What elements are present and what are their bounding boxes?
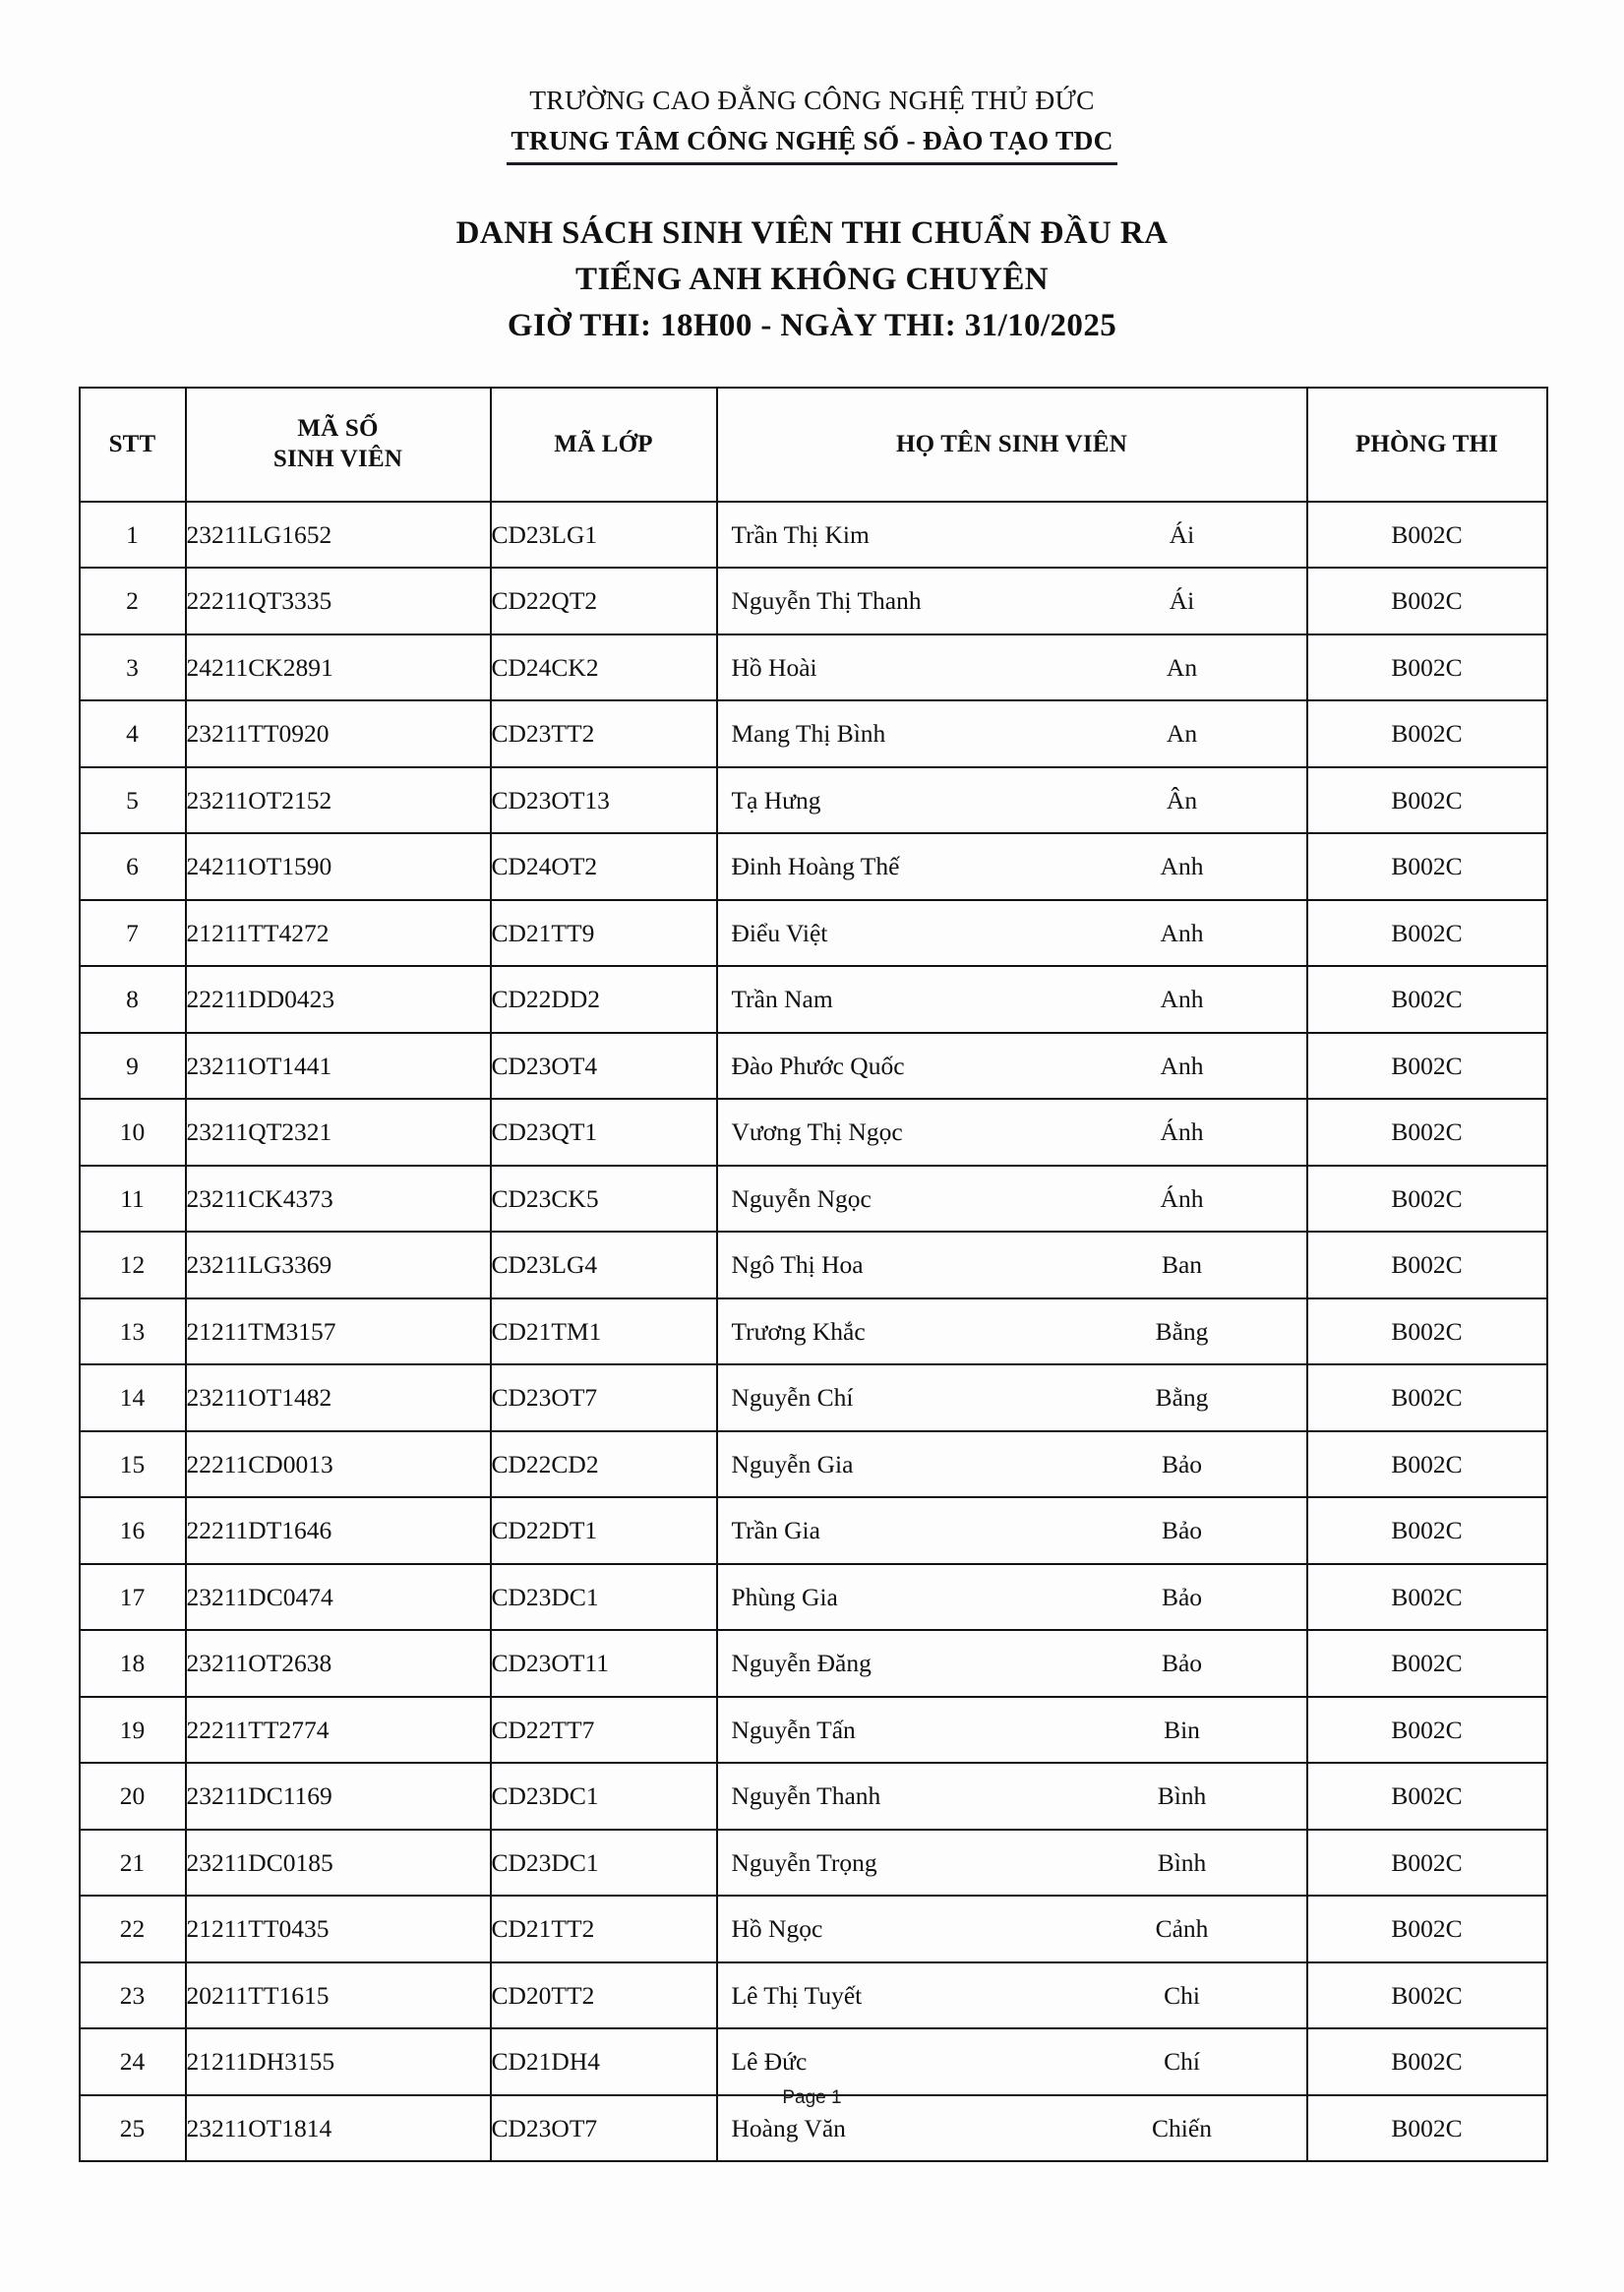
student-given-name: Bảo [1161, 1649, 1203, 1678]
cell-student-id: 23211OT1482 [186, 1364, 491, 1431]
student-name-wrapper [718, 834, 1306, 899]
column-header-stt: STT [80, 388, 186, 502]
student-given-name: Ái [1169, 586, 1195, 616]
student-name-wrapper [718, 1233, 1306, 1297]
cell-stt: 25 [80, 2095, 186, 2162]
cell-stt: 18 [80, 1630, 186, 1697]
cell-student-id: 24211CK2891 [186, 634, 491, 701]
student-surname: Vương Thị Ngọc [731, 1117, 903, 1147]
table-row [80, 634, 1547, 701]
organization-name: TRƯỜNG CAO ĐẲNG CÔNG NGHỆ THỦ ĐỨC [529, 85, 1095, 115]
cell-class-code: CD21DH4 [491, 2028, 717, 2095]
cell-exam-room: B002C [1307, 1763, 1547, 1830]
cell-stt: 5 [80, 767, 186, 834]
student-given-name: Bảo [1161, 1516, 1203, 1545]
student-surname: Nguyễn Thị Thanh [731, 586, 922, 616]
student-surname: Nguyễn Trọng [731, 1847, 877, 1877]
student-name-wrapper [718, 1432, 1306, 1497]
cell-class-code: CD23OT11 [491, 1630, 717, 1697]
cell-stt: 1 [80, 502, 186, 569]
column-header-student-id-line1: MÃ SỐ [297, 415, 379, 443]
table-row [80, 2028, 1547, 2095]
cell-exam-room: B002C [1307, 1697, 1547, 1764]
cell-stt: 16 [80, 1497, 186, 1564]
cell-exam-room: B002C [1307, 1364, 1547, 1431]
cell-stt: 8 [80, 966, 186, 1033]
student-surname: Tạ Hưng [731, 785, 821, 814]
student-surname: Lê Thị Tuyết [731, 1980, 863, 2010]
student-name-wrapper [718, 1167, 1306, 1232]
table-row [80, 1896, 1547, 1962]
cell-student-id: 23211OT1814 [186, 2095, 491, 2162]
cell-stt: 21 [80, 1830, 186, 1897]
student-name-wrapper [718, 1365, 1306, 1430]
student-given-name: Anh [1160, 918, 1204, 947]
cell-student-name [717, 1033, 1307, 1100]
cell-student-id: 21211TT4272 [186, 900, 491, 967]
student-surname: Lê Đức [731, 2047, 808, 2077]
page-footer [0, 2087, 1624, 2109]
cell-student-name [717, 1830, 1307, 1897]
student-surname: Ngô Thị Hoa [731, 1250, 864, 1280]
cell-student-name [717, 502, 1307, 569]
page-title [0, 211, 1624, 349]
student-given-name: Anh [1160, 1051, 1204, 1080]
cell-class-code: CD24CK2 [491, 634, 717, 701]
cell-student-name [717, 1962, 1307, 2029]
cell-class-code: CD23DC1 [491, 1564, 717, 1631]
cell-class-code: CD23DC1 [491, 1763, 717, 1830]
cell-exam-room: B002C [1307, 1630, 1547, 1697]
cell-exam-room: B002C [1307, 700, 1547, 767]
cell-student-name [717, 1697, 1307, 1764]
cell-student-id: 23211TT0920 [186, 700, 491, 767]
student-given-name: Chí [1164, 2047, 1200, 2077]
cell-stt: 13 [80, 1298, 186, 1365]
student-given-name: Bảo [1161, 1582, 1203, 1611]
student-given-name: Bảo [1161, 1449, 1203, 1478]
student-name-wrapper [718, 1963, 1306, 2028]
table-row [80, 900, 1547, 967]
cell-student-name [717, 1896, 1307, 1962]
column-header-class-code: MÃ LỚP [491, 388, 717, 502]
student-given-name: An [1166, 719, 1198, 749]
cell-class-code: CD22DD2 [491, 966, 717, 1033]
student-name-wrapper [718, 2029, 1306, 2094]
cell-stt: 11 [80, 1166, 186, 1233]
student-surname: Trần Thị Kim [731, 519, 870, 549]
cell-student-id: 23211LG3369 [186, 1232, 491, 1298]
student-given-name: Chi [1164, 1980, 1200, 2010]
column-header-student-id-line2: SINH VIÊN [272, 445, 403, 472]
cell-student-id: 22211DT1646 [186, 1497, 491, 1564]
table-body [80, 502, 1547, 2162]
student-name-wrapper [718, 1034, 1306, 1099]
student-name-wrapper [718, 1631, 1306, 1696]
student-surname: Nguyễn Thanh [731, 1781, 881, 1811]
cell-student-name [717, 1232, 1307, 1298]
cell-stt: 17 [80, 1564, 186, 1631]
cell-stt: 24 [80, 2028, 186, 2095]
student-given-name: Ban [1161, 1250, 1203, 1280]
page-number-label: Page 1 [782, 2087, 842, 2108]
cell-stt: 23 [80, 1962, 186, 2029]
table-row [80, 700, 1547, 767]
student-name-wrapper [718, 701, 1306, 766]
table-row [80, 1830, 1547, 1897]
student-surname: Nguyễn Đăng [731, 1649, 872, 1678]
cell-class-code: CD23CK5 [491, 1166, 717, 1233]
cell-student-id: 22211QT3335 [186, 568, 491, 634]
cell-class-code: CD20TT2 [491, 1962, 717, 2029]
cell-student-id: 24211OT1590 [186, 833, 491, 900]
table-row [80, 1763, 1547, 1830]
cell-class-code: CD21TT9 [491, 900, 717, 967]
student-surname: Nguyễn Gia [731, 1449, 854, 1478]
student-given-name: Ái [1169, 519, 1195, 549]
cell-class-code: CD23LG1 [491, 502, 717, 569]
cell-stt: 7 [80, 900, 186, 967]
table-row [80, 1962, 1547, 2029]
title-line-3-exam-schedule: GIỜ THI: 18H00 - NGÀY THI: 31/10/2025 [507, 308, 1117, 344]
table-header [80, 388, 1547, 502]
cell-class-code: CD23OT4 [491, 1033, 717, 1100]
cell-stt: 2 [80, 568, 186, 634]
cell-exam-room: B002C [1307, 966, 1547, 1033]
cell-student-name [717, 1630, 1307, 1697]
cell-student-id: 23211DC0185 [186, 1830, 491, 1897]
cell-exam-room: B002C [1307, 1099, 1547, 1166]
cell-stt: 12 [80, 1232, 186, 1298]
cell-class-code: CD23TT2 [491, 700, 717, 767]
cell-exam-room: B002C [1307, 1033, 1547, 1100]
student-name-wrapper [718, 1897, 1306, 1961]
student-name-wrapper [718, 635, 1306, 700]
student-name-wrapper [718, 1100, 1306, 1165]
cell-student-name [717, 1497, 1307, 1564]
student-name-wrapper [718, 1831, 1306, 1896]
cell-student-name [717, 700, 1307, 767]
department-name: TRUNG TÂM CÔNG NGHỆ SỐ - ĐÀO TẠO TDC [511, 125, 1113, 156]
student-surname: Nguyễn Tấn [731, 1715, 856, 1744]
cell-student-name [717, 767, 1307, 834]
cell-class-code: CD21TM1 [491, 1298, 717, 1365]
cell-exam-room: B002C [1307, 1298, 1547, 1365]
student-name-wrapper [718, 1764, 1306, 1829]
table-row [80, 502, 1547, 569]
cell-student-id: 22211CD0013 [186, 1431, 491, 1498]
cell-exam-room: B002C [1307, 2095, 1547, 2162]
cell-exam-room: B002C [1307, 568, 1547, 634]
cell-stt: 22 [80, 1896, 186, 1962]
cell-exam-room: B002C [1307, 1564, 1547, 1631]
table-row [80, 1298, 1547, 1365]
cell-stt: 9 [80, 1033, 186, 1100]
cell-exam-room: B002C [1307, 1431, 1547, 1498]
cell-student-id: 20211TT1615 [186, 1962, 491, 2029]
roster-table-container [79, 387, 1546, 2163]
student-name-wrapper [718, 503, 1306, 568]
cell-student-id: 23211OT1441 [186, 1033, 491, 1100]
column-header-student-id [186, 388, 491, 502]
cell-student-id: 23211LG1652 [186, 502, 491, 569]
cell-exam-room: B002C [1307, 767, 1547, 834]
cell-exam-room: B002C [1307, 1232, 1547, 1298]
cell-student-id: 23211DC1169 [186, 1763, 491, 1830]
student-surname: Hoàng Văn [731, 2113, 846, 2142]
cell-student-id: 21211DH3155 [186, 2028, 491, 2095]
cell-student-id: 23211DC0474 [186, 1564, 491, 1631]
table-row [80, 1564, 1547, 1631]
table-row [80, 1364, 1547, 1431]
cell-class-code: CD23OT7 [491, 1364, 717, 1431]
student-surname: Trương Khắc [731, 1316, 866, 1346]
student-given-name: Ánh [1160, 1117, 1204, 1147]
student-given-name: Anh [1160, 852, 1204, 881]
cell-class-code: CD22CD2 [491, 1431, 717, 1498]
cell-student-id: 23211OT2152 [186, 767, 491, 834]
student-surname: Đào Phước Quốc [731, 1051, 905, 1080]
table-row [80, 1033, 1547, 1100]
cell-stt: 14 [80, 1364, 186, 1431]
student-given-name: Bằng [1155, 1383, 1209, 1413]
student-surname: Phùng Gia [731, 1582, 838, 1611]
student-given-name: An [1166, 652, 1198, 682]
cell-student-id: 22211DD0423 [186, 966, 491, 1033]
student-name-wrapper [718, 1565, 1306, 1630]
cell-student-id: 23211QT2321 [186, 1099, 491, 1166]
table-row [80, 1166, 1547, 1233]
cell-stt: 4 [80, 700, 186, 767]
title-line-2: TIẾNG ANH KHÔNG CHUYÊN [575, 262, 1049, 298]
student-surname: Trần Gia [731, 1516, 820, 1545]
cell-student-name [717, 1431, 1307, 1498]
table-row [80, 1431, 1547, 1498]
student-surname: Nguyễn Chí [731, 1383, 854, 1413]
column-header-exam-room: PHÒNG THI [1307, 388, 1547, 502]
cell-student-name [717, 2028, 1307, 2095]
student-given-name: Cảnh [1155, 1914, 1209, 1944]
cell-student-id: 23211OT2638 [186, 1630, 491, 1697]
table-row [80, 1630, 1547, 1697]
cell-stt: 15 [80, 1431, 186, 1498]
student-given-name: Ánh [1160, 1183, 1204, 1213]
student-given-name: Bằng [1155, 1316, 1209, 1346]
table-row [80, 568, 1547, 634]
student-surname: Trần Nam [731, 985, 833, 1014]
cell-exam-room: B002C [1307, 1830, 1547, 1897]
table-row [80, 1697, 1547, 1764]
cell-class-code: CD23OT13 [491, 767, 717, 834]
cell-student-id: 23211CK4373 [186, 1166, 491, 1233]
cell-stt: 20 [80, 1763, 186, 1830]
table-row [80, 1497, 1547, 1564]
student-given-name: Anh [1160, 985, 1204, 1014]
cell-student-name [717, 1166, 1307, 1233]
cell-exam-room: B002C [1307, 2028, 1547, 2095]
cell-student-name [717, 1564, 1307, 1631]
cell-exam-room: B002C [1307, 1166, 1547, 1233]
cell-exam-room: B002C [1307, 833, 1547, 900]
cell-exam-room: B002C [1307, 900, 1547, 967]
title-line-1: DANH SÁCH SINH VIÊN THI CHUẨN ĐẦU RA [455, 215, 1169, 252]
letterhead [0, 0, 1624, 165]
department-underline [507, 125, 1116, 165]
student-surname: Nguyễn Ngọc [731, 1183, 872, 1213]
cell-class-code: CD23QT1 [491, 1099, 717, 1166]
student-name-wrapper [718, 901, 1306, 966]
cell-student-name [717, 1298, 1307, 1365]
student-surname: Hồ Hoài [731, 652, 817, 682]
table-header-row [80, 388, 1547, 502]
cell-class-code: CD21TT2 [491, 1896, 717, 1962]
table-row [80, 1099, 1547, 1166]
cell-student-name [717, 1364, 1307, 1431]
cell-student-name [717, 833, 1307, 900]
table-row [80, 966, 1547, 1033]
student-roster-table [79, 387, 1548, 2163]
cell-student-id: 21211TT0435 [186, 1896, 491, 1962]
cell-student-name [717, 1763, 1307, 1830]
cell-exam-room: B002C [1307, 502, 1547, 569]
cell-class-code: CD24OT2 [491, 833, 717, 900]
cell-exam-room: B002C [1307, 1962, 1547, 2029]
student-name-wrapper [718, 1698, 1306, 1763]
cell-stt: 10 [80, 1099, 186, 1166]
cell-class-code: CD23LG4 [491, 1232, 717, 1298]
cell-stt: 6 [80, 833, 186, 900]
student-name-wrapper [718, 1498, 1306, 1563]
student-given-name: Bình [1157, 1781, 1207, 1811]
student-given-name: Chiến [1152, 2113, 1212, 2142]
cell-class-code: CD23DC1 [491, 1830, 717, 1897]
student-name-wrapper [718, 1299, 1306, 1364]
student-given-name: Ân [1166, 785, 1198, 814]
student-surname: Điểu Việt [731, 918, 828, 947]
cell-class-code: CD22QT2 [491, 568, 717, 634]
table-row [80, 1232, 1547, 1298]
cell-exam-room: B002C [1307, 634, 1547, 701]
cell-student-name [717, 634, 1307, 701]
student-name-wrapper [718, 967, 1306, 1032]
cell-student-id: 22211TT2774 [186, 1697, 491, 1764]
cell-exam-room: B002C [1307, 1896, 1547, 1962]
cell-class-code: CD22DT1 [491, 1497, 717, 1564]
cell-student-name [717, 900, 1307, 967]
student-surname: Mang Thị Bình [731, 719, 886, 749]
student-given-name: Bin [1164, 1715, 1200, 1744]
cell-stt: 19 [80, 1697, 186, 1764]
cell-exam-room: B002C [1307, 1497, 1547, 1564]
student-given-name: Bình [1157, 1847, 1207, 1877]
cell-student-id: 21211TM3157 [186, 1298, 491, 1365]
cell-stt: 3 [80, 634, 186, 701]
student-surname: Hồ Ngọc [731, 1914, 823, 1944]
student-name-wrapper [718, 768, 1306, 833]
cell-student-name [717, 1099, 1307, 1166]
column-header-student-name: HỌ TÊN SINH VIÊN [717, 388, 1307, 502]
table-row [80, 767, 1547, 834]
cell-class-code: CD23OT7 [491, 2095, 717, 2162]
cell-student-name [717, 568, 1307, 634]
student-name-wrapper [718, 569, 1306, 633]
student-surname: Đinh Hoàng Thế [731, 852, 900, 881]
cell-student-name [717, 966, 1307, 1033]
table-row [80, 833, 1547, 900]
cell-class-code: CD22TT7 [491, 1697, 717, 1764]
